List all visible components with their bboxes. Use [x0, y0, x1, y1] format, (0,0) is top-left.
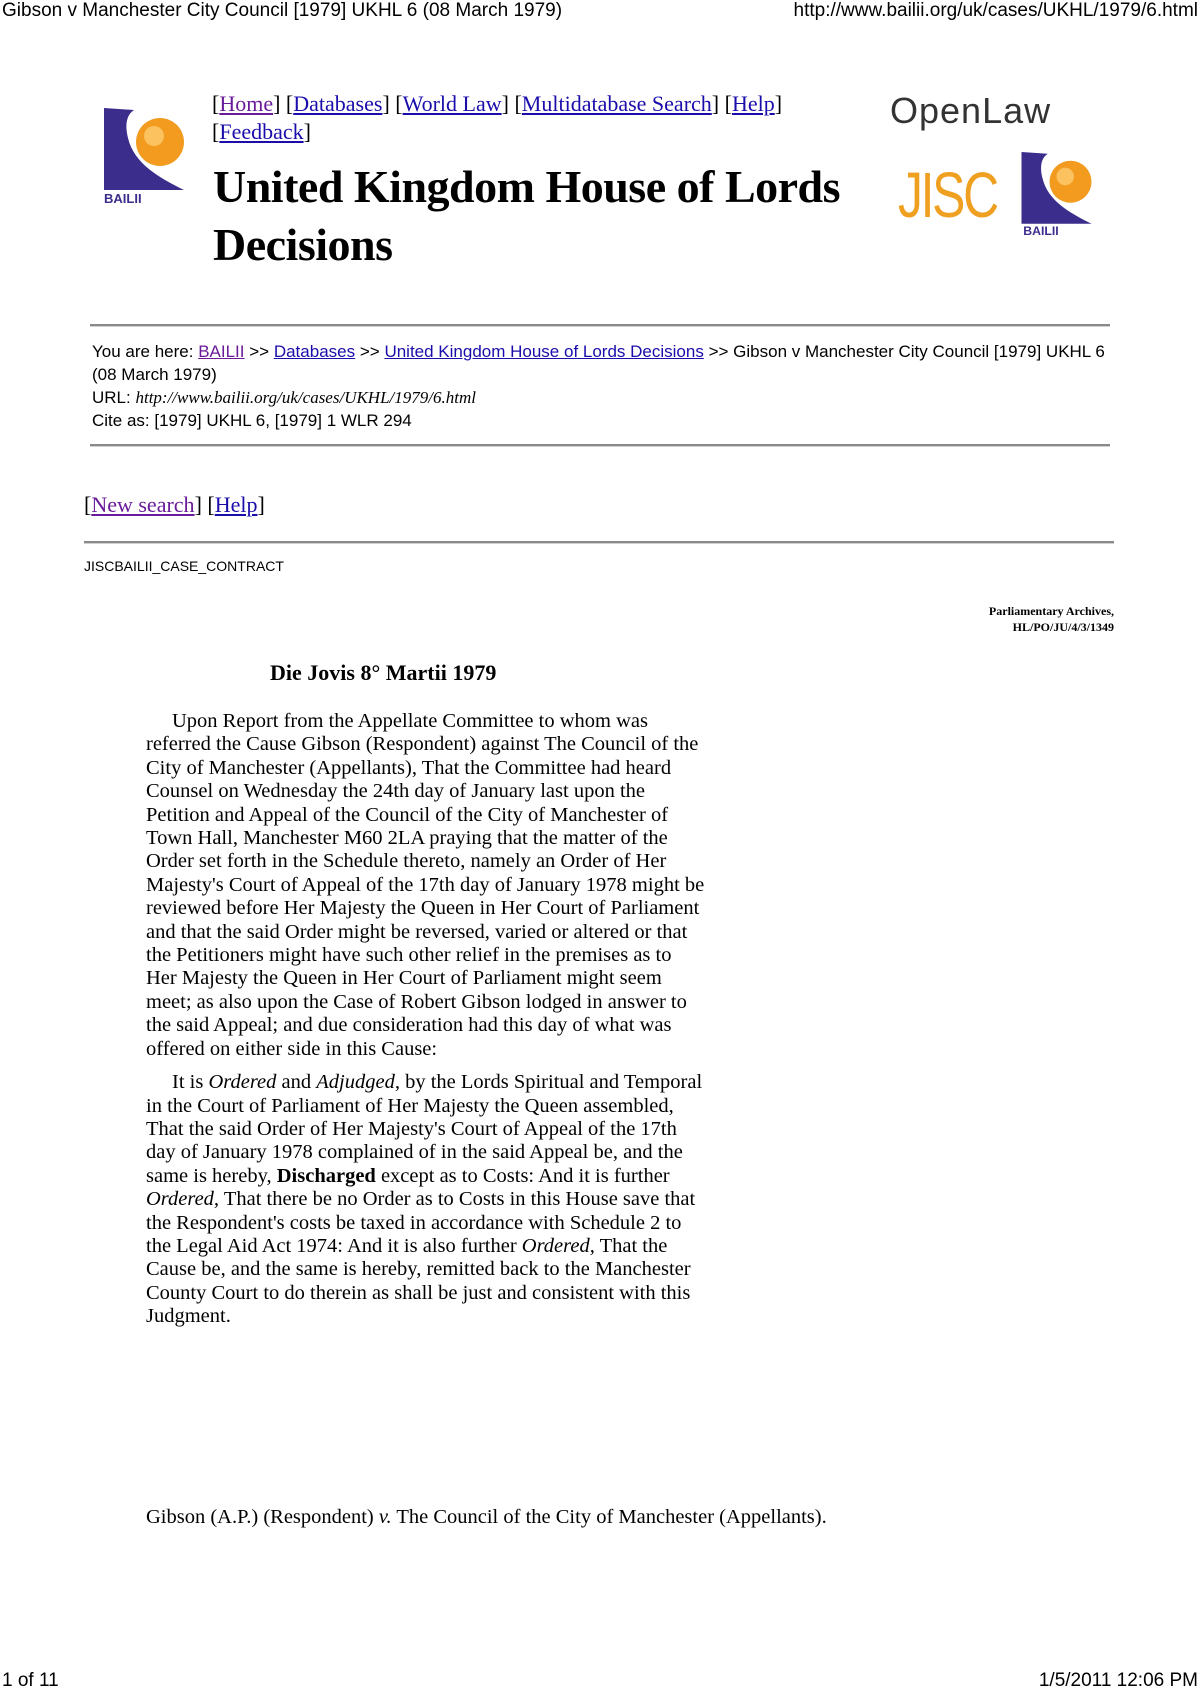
text-run: It is: [172, 1071, 209, 1094]
document-date: Die Jovis 8° Martii 1979: [270, 660, 497, 685]
url-label: URL:: [92, 388, 131, 407]
text-run-italic: Ordered: [208, 1071, 277, 1094]
partner-logos: [890, 90, 1110, 250]
breadcrumb-separator: >>: [249, 342, 270, 361]
print-footer-page: 1 of 11: [2, 1670, 59, 1691]
text-run: except as to Costs: And it is further: [375, 1164, 670, 1187]
cite-value: [1979] UKHL 6, [1979] 1 WLR 294: [154, 411, 412, 430]
help-link[interactable]: Help: [214, 492, 258, 517]
page-title: United Kingdom House of Lords Decisions: [213, 161, 841, 270]
document-paragraph-1: Upon Report from the Appellate Committee to whom was referred the Cause Gibson (Respondent) against The Council of the City of Manchester (Appellants), That the Committee had heard Counsel on Wednesday the 24th day of January last upon the Petition and Appeal of the Council of the City of Manchester of Town Hall, Manchester M60 2LA praying that the matter of the Order set forth in the Schedule thereto, namely an Order of Her Majesty's Court of Appeal of the 17th day of January 1978 might be reviewed before Her Majesty the Queen in Her Court of Parliament and that the said Order might be reversed, varied or altered or that the Petitioners might have such other relief in the premises as to Her Majesty the Queen in Her Court of Parliament might seem meet; as also upon the Case of Robert Gibson lodged in answer to the said Appeal; and due consideration had this day of what was offered on either side in this Cause:: [146, 710, 705, 1060]
text-run-bold: Discharged: [276, 1164, 376, 1187]
nav-home-link[interactable]: Home: [219, 91, 274, 116]
print-header-title: Gibson v Manchester City Council [1979] UKHL 6 (08 March 1979): [2, 0, 563, 21]
text-run: That the Cause be, and the same is hereby, remitted back to the Manchester County Court to do therein as shall be just and consistent with this Judgment.: [146, 1234, 691, 1328]
search-links: [New search] [Help]: [84, 492, 265, 517]
divider-top: [90, 324, 1110, 327]
openlaw-logo[interactable]: OpenLaw: [890, 90, 1052, 131]
text-run: by the Lords Spiritual and Temporal in the Court of Parliament of Her Majesty the Queen assembled, That the said Order of Her Majesty's Court of Appeal of the 17th day of January 1978 complained of in the said Appeal be, and the same is hereby,: [146, 1071, 703, 1187]
breadcrumb-bailii-link[interactable]: BAILII: [198, 342, 245, 361]
bailii-logo-text: BAILII: [104, 191, 142, 204]
text-run: That there be no Order as to Costs in this House save that the Respondent's costs be taxed in accordance with Schedule 2 to the Legal Aid Act 1974: And it is also further: [146, 1188, 696, 1257]
breadcrumb-current: Gibson v Manchester City Council [1979] UKHL 6 (08 March 1979): [92, 342, 1105, 384]
url-value: http://www.bailii.org/uk/cases/UKHL/1979/6.html: [135, 388, 476, 407]
new-search-link[interactable]: New search: [91, 492, 195, 517]
text-run-italic: Ordered,: [146, 1188, 220, 1211]
document-paragraph-2: [146, 1071, 706, 1328]
text-run: Gibson (A.P.) (Respondent): [146, 1506, 379, 1528]
archive-ref-line1: Parliamentary Archives,: [988, 604, 1114, 618]
nav-multidatabase-search-link[interactable]: Multidatabase Search: [521, 91, 712, 116]
nav-databases-link[interactable]: Databases: [293, 91, 383, 116]
nav-world-law-link[interactable]: World Law: [402, 91, 502, 116]
print-header-url: http://www.bailii.org/uk/cases/UKHL/1979/6.html: [793, 0, 1198, 21]
text-run-italic: v.: [378, 1506, 392, 1528]
breadcrumb: [92, 340, 1112, 432]
text-run-italic: Ordered,: [521, 1234, 595, 1257]
divider-middle: [90, 444, 1110, 447]
bailii-logo-small[interactable]: [1018, 148, 1102, 245]
cite-label: Cite as:: [92, 411, 150, 430]
text-run-italic: Adjudged,: [316, 1071, 400, 1094]
contract-tag: JISCBAILII_CASE_CONTRACT: [84, 558, 284, 574]
nav-help-link[interactable]: Help: [731, 91, 775, 116]
cite-line: [92, 409, 1112, 432]
bailii-logo-small-mark: [1018, 148, 1102, 240]
case-title: [146, 1506, 827, 1529]
breadcrumb-databases-link[interactable]: Databases: [273, 342, 356, 361]
bailii-logo-mark: [100, 108, 196, 204]
breadcrumb-separator: >>: [359, 342, 380, 361]
top-nav: [Home] [Databases] [World Law] [Multidatabase Search] [Help] [Feedback]: [212, 91, 783, 144]
breadcrumb-ukhl-link[interactable]: United Kingdom House of Lords Decisions: [384, 342, 704, 361]
print-footer-timestamp: 1/5/2011 12:06 PM: [1038, 1670, 1198, 1691]
divider-bottom: [84, 541, 1114, 544]
nav-feedback-link[interactable]: Feedback: [219, 119, 304, 144]
bailii-logo-small-text: BAILII: [1023, 224, 1059, 239]
you-are-here-label: You are here:: [92, 342, 194, 361]
archive-reference: [989, 603, 1114, 635]
document-body: [146, 710, 706, 1339]
text-run: The Council of the City of Manchester (Appellants).: [391, 1506, 827, 1528]
bailii-logo[interactable]: [100, 108, 196, 209]
jisc-logo[interactable]: JISC: [898, 159, 997, 231]
archive-ref-line2: HL/PO/JU/4/3/1349: [1012, 620, 1114, 634]
url-line: [92, 386, 1112, 409]
breadcrumb-line: [92, 340, 1112, 386]
text-run: and: [276, 1071, 317, 1094]
breadcrumb-separator: >>: [708, 342, 729, 361]
